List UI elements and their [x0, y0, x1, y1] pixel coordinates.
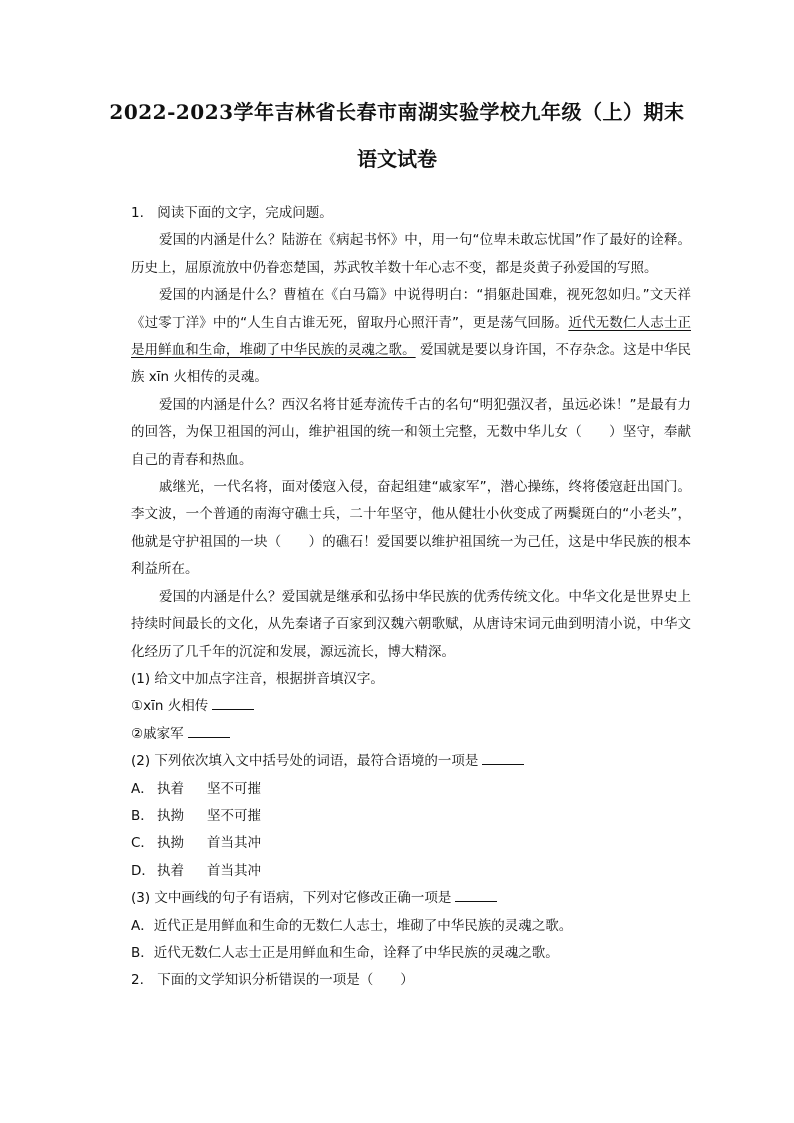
answer-blank[interactable]	[455, 889, 497, 902]
passage-paragraph-2	[131, 282, 691, 392]
paragraph-text: 爱国的内涵是什么？曹植在《白马篇》中说得明白：“捐躯赴国难，视死忽如归。”文天祥《过零丁洋》中的“人生自古谁无死，留取丹心照汗青”，更是荡气回肠。	[131, 287, 691, 331]
option-letter: A．	[131, 917, 154, 934]
option-2-a[interactable]	[131, 776, 691, 803]
item-text: (3) 文中画线的句子有语病，下列对它修改正确一项是	[131, 890, 452, 907]
question-number: 1.	[131, 205, 144, 221]
option-2-c[interactable]	[131, 830, 691, 857]
passage-paragraph-4: 戚继光，一代名将，面对倭寇入侵，奋起组建“戚家军”，潜心操练，终将倭寇赶出国门。李文波，一个普通的南海守礁士兵，二十年坚守，他从健壮小伙变成了两鬓斑白的“小老头”，他就是守护祖国的一块（ ）的礁石！爱国要以维护祖国统一为己任，这是中华民族的根本利益所在。	[131, 479, 691, 578]
item-text: ②戚家军	[131, 725, 184, 742]
option-word-1: 执拗	[157, 807, 184, 824]
option-3-b[interactable]	[131, 940, 691, 967]
exam-title-line1: 2022-2023学年吉林省长春市南湖实验学校九年级（上）期末	[109, 100, 685, 124]
question-1-header	[131, 200, 691, 227]
option-letter: C．	[131, 835, 154, 852]
exam-title-line2: 语文试卷	[357, 147, 437, 171]
answer-blank[interactable]	[482, 752, 524, 765]
passage-paragraph-5: 爱国的内涵是什么？爱国就是继承和弘扬中华民族的优秀传统文化。中华文化是世界史上持续时间最长的文化，从先秦诸子百家到汉魏六朝歌赋，从唐诗宋词元曲到明清小说，中华文化经历了几千年的沉淀和发展，源远流长，博大精深。	[131, 588, 691, 660]
option-2-b[interactable]	[131, 803, 691, 830]
sub-question-1: (1) 给文中加点字注音，根据拼音填汉字。	[131, 670, 384, 687]
option-word-2: 首当其冲	[207, 835, 261, 852]
option-3-a[interactable]	[131, 913, 691, 940]
answer-blank[interactable]	[212, 697, 254, 710]
option-letter: B．	[131, 944, 154, 961]
question-prompt: 阅读下面的文字，完成问题。	[157, 205, 333, 221]
option-word-2: 首当其冲	[207, 862, 261, 879]
answer-blank[interactable]	[188, 725, 230, 738]
option-text: 近代无数仁人志士正是用鲜血和生命，诠释了中华民族的灵魂之歌。	[153, 944, 559, 961]
sub-question-2	[131, 748, 691, 775]
passage-paragraph-1: 爱国的内涵是什么？陆游在《病起书怀》中，用一句“位卑未敢忘忧国”作了最好的诠释。历史上，屈原流放中仍眷恋楚国，苏武牧羊数十年心志不变，都是炎黄子孙爱国的写照。	[131, 232, 691, 276]
option-letter: B．	[131, 807, 154, 824]
item-text: ①xīn 火相传	[131, 698, 209, 715]
sub-question-3	[131, 885, 691, 912]
question-prompt: 下面的文学知识分析错误的一项是（ ）	[157, 972, 414, 989]
option-word-2: 坚不可摧	[207, 780, 261, 797]
option-2-d[interactable]	[131, 858, 691, 885]
sub-question-1-item-a	[131, 693, 691, 720]
question-2-header	[131, 967, 691, 994]
option-letter: A．	[131, 780, 154, 797]
exam-body	[131, 200, 691, 995]
option-letter: D．	[131, 862, 155, 879]
paragraph-text: 爱国就是要以身许国，不存杂念。这是中华民族 xīn 火相传的灵魂。	[131, 342, 692, 386]
sub-question-1-item-b	[131, 721, 691, 748]
option-word-1: 执着	[157, 862, 184, 879]
underlined-sentence: 近代无数仁人志士正是用鲜血和生命，堆砌了中华民族的灵魂之歌。	[131, 314, 691, 359]
option-text: 近代正是用鲜血和生命的无数仁人志士，堆砌了中华民族的灵魂之歌。	[153, 917, 573, 934]
option-word-1: 执着	[157, 780, 184, 797]
passage-paragraph-3: 爱国的内涵是什么？西汉名将甘延寿流传千古的名句“明犯强汉者，虽远必诛！”是最有力的回答，为保卫祖国的河山，维护祖国的统一和领土完整，无数中华儿女（ ）坚守，奉献自己的青春和热血。	[131, 396, 691, 468]
question-number: 2.	[131, 972, 144, 989]
item-text: (2) 下列依次填入文中括号处的词语，最符合语境的一项是	[131, 753, 479, 770]
option-word-1: 执拗	[157, 835, 184, 852]
option-word-2: 坚不可摧	[207, 807, 261, 824]
